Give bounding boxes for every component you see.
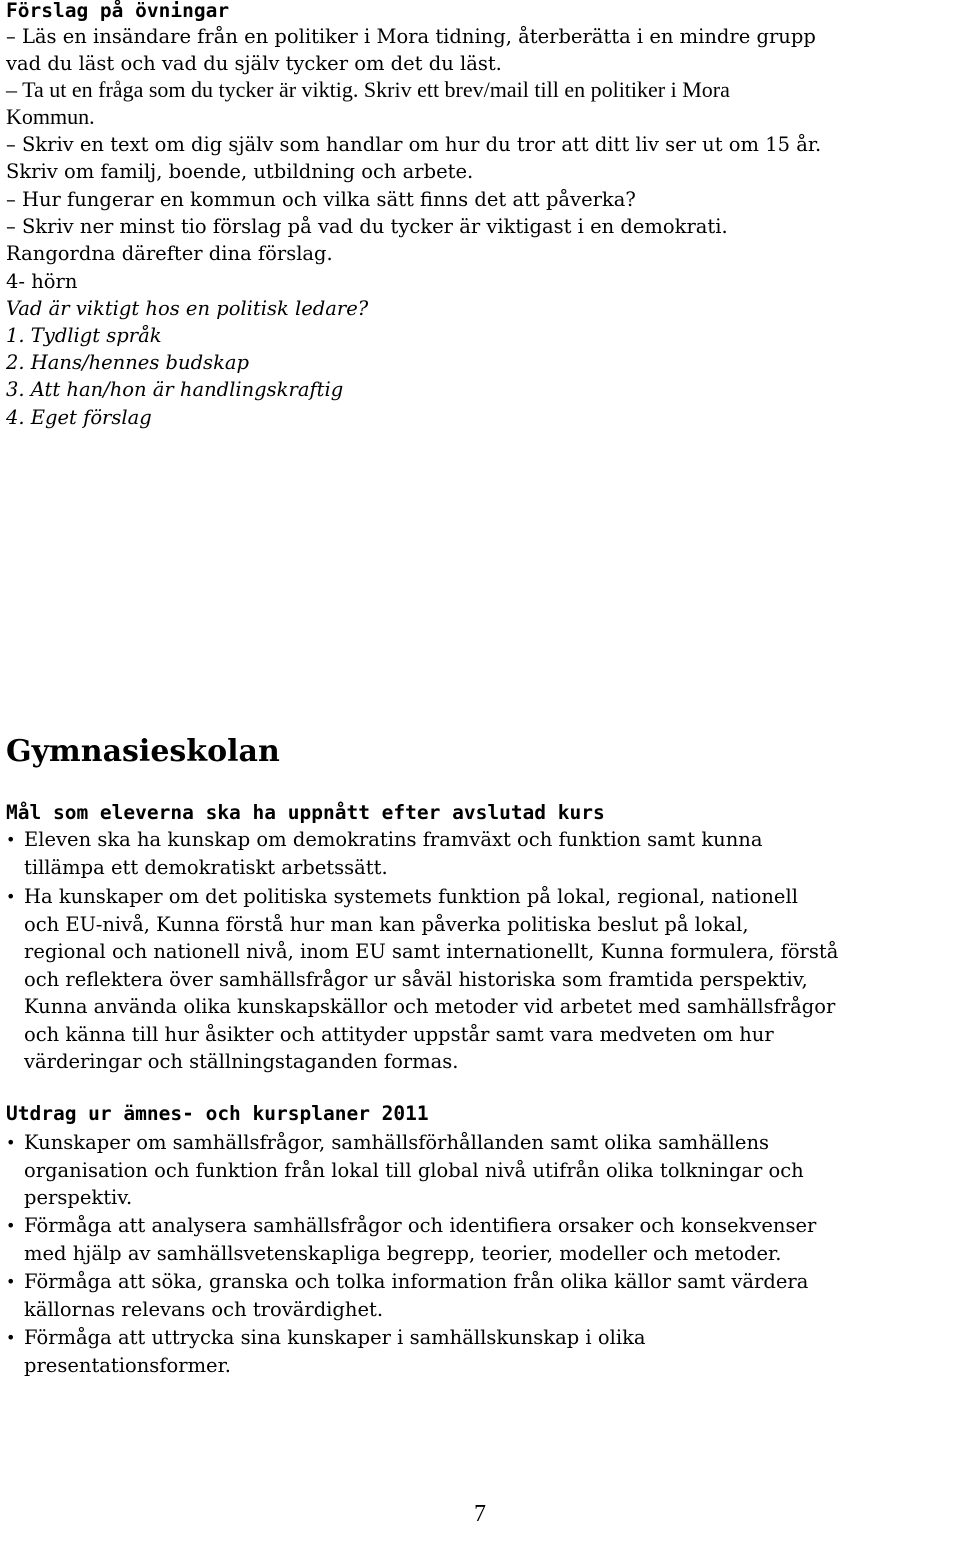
page-number: 7 bbox=[474, 1501, 486, 1527]
bullet-text bbox=[24, 1212, 960, 1267]
bullet-line: perspektiv. bbox=[24, 1186, 133, 1209]
leader-option: 1. Tydligt språk bbox=[6, 324, 162, 347]
bullet-icon: • bbox=[6, 1328, 16, 1347]
bullet-line: presentationsformer. bbox=[24, 1353, 231, 1377]
bullet-icon: • bbox=[6, 830, 16, 849]
leader-option: 4. Eget förslag bbox=[6, 406, 152, 429]
bullet-line: Kunna använda olika kunskapskällor och metoder vid arbetet med samhällsfrågor bbox=[24, 995, 836, 1018]
bullet-line: och EU-nivå, Kunna förstå hur man kan påverka politiska beslut på lokal, bbox=[24, 912, 749, 936]
leader-option: 3. Att han/hon är handlingskraftig bbox=[6, 378, 344, 401]
exercise-line: vad du läst och vad du själv tycker om det du läst. bbox=[6, 52, 502, 75]
exercise-line: – Skriv ner minst tio förslag på vad du tycker är viktigast i en demokrati. bbox=[6, 215, 728, 238]
bullet-line: och känna till hur åsikter och attityder uppstår samt vara medveten om hur bbox=[24, 1022, 774, 1046]
exercise-line: Rangordna därefter dina förslag. bbox=[6, 242, 333, 265]
bullet-icon: • bbox=[6, 1133, 16, 1152]
bullet-line: Ha kunskaper om det politiska systemets funktion på lokal, regional, nationell bbox=[24, 885, 798, 908]
bullet-line: med hjälp av samhällsvetenskapliga begrepp, teorier, modeller och metoder. bbox=[24, 1241, 782, 1265]
bullet-icon: • bbox=[6, 1272, 16, 1291]
bullet-text bbox=[24, 883, 960, 1076]
curriculum-heading: Utdrag ur ämnes- och kursplaner 2011 bbox=[6, 1102, 429, 1125]
exercise-line: – Hur fungerar en kommun och vilka sätt finns det att påverka? bbox=[6, 188, 636, 211]
bullet-line: Eleven ska ha kunskap om demokratins framväxt och funktion samt kunna bbox=[24, 828, 763, 851]
exercises-heading: Förslag på övningar bbox=[6, 0, 230, 22]
bullet-line: värderingar och ställningstaganden formas. bbox=[24, 1050, 459, 1073]
bullet-line: Förmåga att uttrycka sina kunskaper i samhällskunskap i olika bbox=[24, 1326, 646, 1349]
bullet-line: och reflektera över samhällsfrågor ur såväl historiska som framtida perspektiv, bbox=[24, 967, 808, 991]
bullet-icon: • bbox=[6, 887, 16, 906]
exercise-line: 4- hörn bbox=[6, 270, 78, 293]
leader-option: 2. Hans/hennes budskap bbox=[6, 351, 249, 374]
bullet-line: tillämpa ett demokratiskt arbetssätt. bbox=[24, 855, 388, 879]
bullet-text bbox=[24, 1268, 960, 1323]
bullet-icon: • bbox=[6, 1216, 16, 1235]
exercise-line: Skriv om familj, boende, utbildning och arbete. bbox=[6, 160, 474, 183]
document-page bbox=[6, 0, 956, 1543]
bullet-text bbox=[24, 1324, 960, 1379]
exercise-line: Kommun. bbox=[6, 104, 95, 129]
bullet-line: Kunskaper om samhällsfrågor, samhällsförhållanden samt olika samhällens bbox=[24, 1131, 770, 1154]
exercise-line: – Skriv en text om dig själv som handlar om hur du tror att ditt liv ser ut om 15 år. bbox=[6, 133, 822, 156]
bullet-text bbox=[24, 1129, 960, 1212]
leader-question: Vad är viktigt hos en politisk ledare? bbox=[6, 297, 369, 320]
bullet-line: Förmåga att söka, granska och tolka information från olika källor samt värdera bbox=[24, 1270, 809, 1293]
bullet-line: organisation och funktion från lokal till global nivå utifrån olika tolkningar och bbox=[24, 1158, 804, 1182]
exercise-line: – Ta ut en fråga som du tycker är viktig. Skriv ett brev/mail till en politiker i Mora bbox=[6, 77, 730, 102]
bullet-line: regional och nationell nivå, inom EU samt internationellt, Kunna formulera, förstå bbox=[24, 940, 839, 963]
bullet-line: Förmåga att analysera samhällsfrågor och identifiera orsaker och konsekvenser bbox=[24, 1214, 817, 1237]
goals-heading: Mål som eleverna ska ha uppnått efter avslutad kurs bbox=[6, 801, 605, 824]
bullet-text bbox=[24, 826, 960, 881]
exercise-line: – Läs en insändare från en politiker i Mora tidning, återberätta i en mindre grupp bbox=[6, 25, 816, 48]
section-title: Gymnasieskolan bbox=[6, 734, 280, 769]
bullet-line: källornas relevans och trovärdighet. bbox=[24, 1297, 384, 1321]
